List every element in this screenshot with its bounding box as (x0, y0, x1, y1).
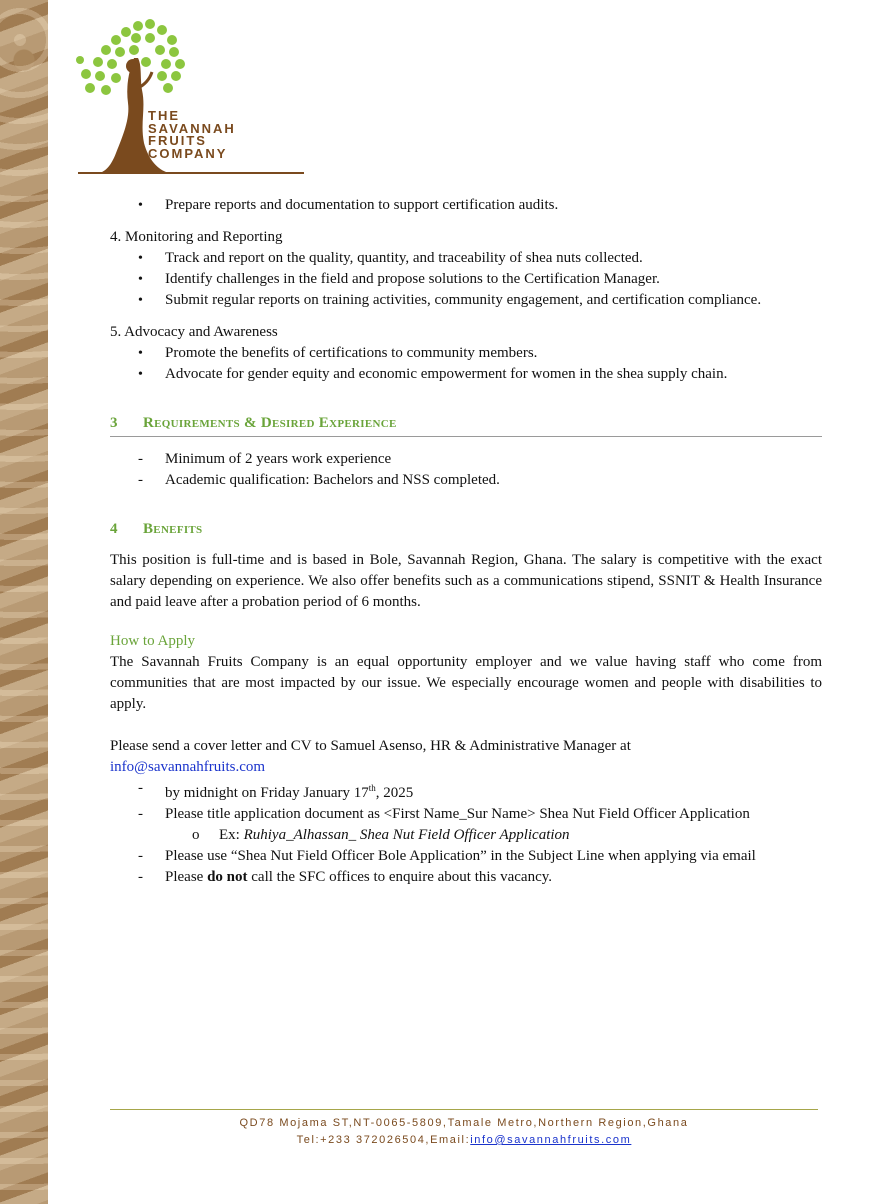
apply-instructions-list (110, 778, 822, 825)
list-item: • Track and report on the quality, quantity, and traceability of shea nuts collected. (110, 248, 822, 269)
list-item: - Please title application document as <First Name_Sur Name> Shea Nut Field Officer Application (110, 804, 822, 825)
advocacy-list (110, 343, 822, 385)
list-item: - by midnight on Friday January 17th, 2025 (110, 778, 822, 804)
list-item: • Prepare reports and documentation to support certification audits. (110, 195, 822, 216)
document-body (110, 195, 822, 888)
example-item: o Ex: Ruhiya_Alhassan_ Shea Nut Field Officer Application (110, 825, 822, 846)
decorative-border (0, 0, 48, 1204)
list-item: - Academic qualification: Bachelors and NSS completed. (110, 470, 822, 491)
list-item: - Please do not call the SFC offices to enquire about this vacancy. (110, 867, 822, 888)
logo-wordmark: THE SAVANNAH FRUITS COMPANY (148, 108, 236, 161)
list-item: • Submit regular reports on training activities, community engagement, and certification compliance. (110, 290, 822, 311)
apply-intro: The Savannah Fruits Company is an equal opportunity employer and we value having staff who come from communities that are most impacted by our issue. We especially encourage women and people with disabilities to apply. (110, 654, 822, 712)
footer-address: QD78 Mojama ST,NT-0065-5809,Tamale Metro,Northern Region,Ghana (239, 1117, 689, 1129)
list-item: • Promote the benefits of certifications to community members. (110, 343, 822, 364)
monitoring-list (110, 248, 822, 311)
top-bullet-list (110, 195, 822, 216)
section-heading-monitoring: 4. Monitoring and Reporting (110, 229, 283, 245)
footer-divider (110, 1109, 818, 1110)
benefits-text: This position is full-time and is based in Bole, Savannah Region, Ghana. The salary is competitive with the exact salary depending on experience. We also offer benefits such as a communications stipend, SSNIT & Health Insurance and paid leave after a probation period of 6 months. (110, 552, 822, 610)
apply-email-link[interactable]: info@savannahfruits.com (110, 759, 266, 775)
footer-contact: Tel:+233 372026504,Email:info@savannahfruits.com (296, 1134, 632, 1146)
requirements-list (110, 449, 822, 491)
benefits-heading: 4 Benefits (110, 521, 203, 537)
list-item: - Minimum of 2 years work experience (110, 449, 822, 470)
logo-underline (78, 172, 304, 174)
footer-email-link[interactable]: info@savannahfruits.com (470, 1134, 632, 1146)
list-item: - Please use “Shea Nut Field Officer Bole Application” in the Subject Line when applying via email (110, 846, 822, 867)
apply-send-text: Please send a cover letter and CV to Samuel Asenso, HR & Administrative Manager at (110, 738, 631, 754)
list-item: • Advocate for gender equity and economic empowerment for women in the shea supply chain. (110, 364, 822, 385)
how-to-apply-heading: How to Apply (110, 633, 196, 649)
list-item: • Identify challenges in the field and propose solutions to the Certification Manager. (110, 269, 822, 290)
apply-instructions-list-2 (110, 846, 822, 888)
requirements-heading: 3 Requirements & Desired Experience (110, 413, 822, 437)
section-heading-advocacy: 5. Advocacy and Awareness (110, 324, 278, 340)
